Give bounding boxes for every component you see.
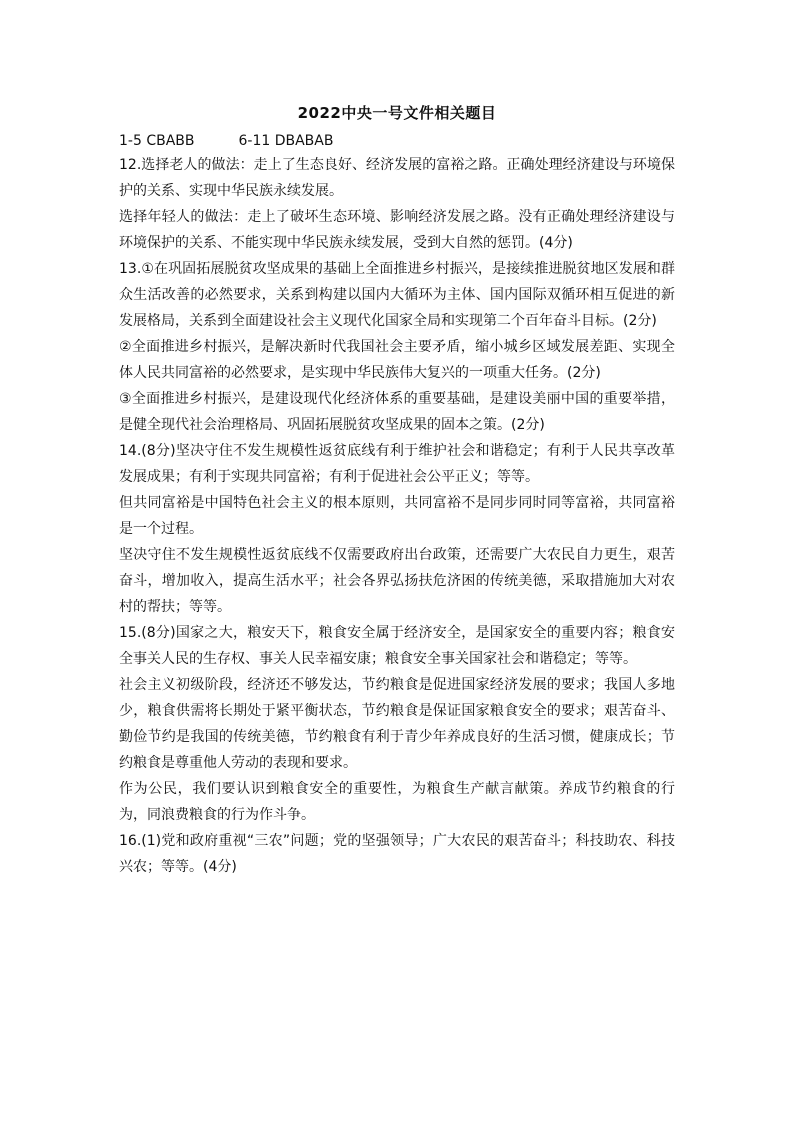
answer-15-part-1: 15.(8分)国家之大，粮安天下，粮食安全属于经济安全，是国家安全的重要内容；粮食安全事关人民的生存权、事关人民幸福安康；粮食安全事关国家社会和谐稳定；等等。 [119,625,675,667]
answer-15-part-3: 作为公民，我们要认识到粮食安全的重要性，为粮食生产献言献策。养成节约粮食的行为，同浪费粮食的行为作斗争。 [119,781,675,823]
document-body [119,152,675,880]
answers-group-1: 1-5 CBABB [119,133,195,149]
answers-group-2: 6-11 DBABAB [238,133,334,149]
answer-14-part-2: 但共同富裕是中国特色社会主义的根本原则，共同富裕不是同步同时同等富裕，共同富裕是一个过程。 [119,495,675,537]
answer-14-part-1: 14.(8分)坚决守住不发生规模性返贫底线有利于维护社会和谐稳定；有利于人民共享改革发展成果；有利于实现共同富裕；有利于促进社会公平正义；等等。 [119,443,675,485]
answer-15-part-2: 社会主义初级阶段，经济还不够发达，节约粮食是促进国家经济发展的要求；我国人多地少，粮食供需将长期处于紧平衡状态，节约粮食是保证国家粮食安全的要求；艰苦奋斗、勤俭节约是我国的传统美德，节约粮食有利于青少年养成良好的生活习惯，健康成长；节约粮食是尊重他人劳动的表现和要求。 [119,677,675,771]
answer-16-part-1: 16.(1)党和政府重视“三农”问题；党的坚强领导；广大农民的艰苦奋斗；科技助农、科技兴农；等等。(4分) [119,833,675,875]
answer-13-point-1: 13.①在巩固拓展脱贫攻坚成果的基础上全面推进乡村振兴，是接续推进脱贫地区发展和群众生活改善的必然要求，关系到构建以国内大循环为主体、国内国际双循环相互促进的新发展格局，关系到全面建设社会主义现代化国家全局和实现第二个百年奋斗目标。(2分) [119,261,675,329]
multiple-choice-answers [119,131,333,151]
answer-12-old: 12.选择老人的做法：走上了生态良好、经济发展的富裕之路。正确处理经济建设与环境保护的关系、实现中华民族永续发展。 [119,157,675,199]
document-page [119,0,675,1123]
answer-14-part-3: 坚决守住不发生规模性返贫底线不仅需要政府出台政策，还需要广大农民自力更生，艰苦奋斗，增加收入，提高生活水平；社会各界弘扬扶危济困的传统美德，采取措施加大对农村的帮扶；等等。 [119,547,675,615]
document-title: 2022中央一号文件相关题目 [297,104,497,122]
answer-13-point-2: ②全面推进乡村振兴，是解决新时代我国社会主要矛盾，缩小城乡区域发展差距、实现全体人民共同富裕的必然要求，是实现中华民族伟大复兴的一项重大任务。(2分) [119,339,675,381]
answer-13-point-3: ③全面推进乡村振兴，是建设现代化经济体系的重要基础，是建设美丽中国的重要举措，是健全现代社会治理格局、巩固拓展脱贫攻坚成果的固本之策。(2分) [119,391,675,433]
answer-12-young: 选择年轻人的做法：走上了破坏生态环境、影响经济发展之路。没有正确处理经济建设与环境保护的关系、不能实现中华民族永续发展，受到大自然的惩罚。(4分) [119,209,675,251]
